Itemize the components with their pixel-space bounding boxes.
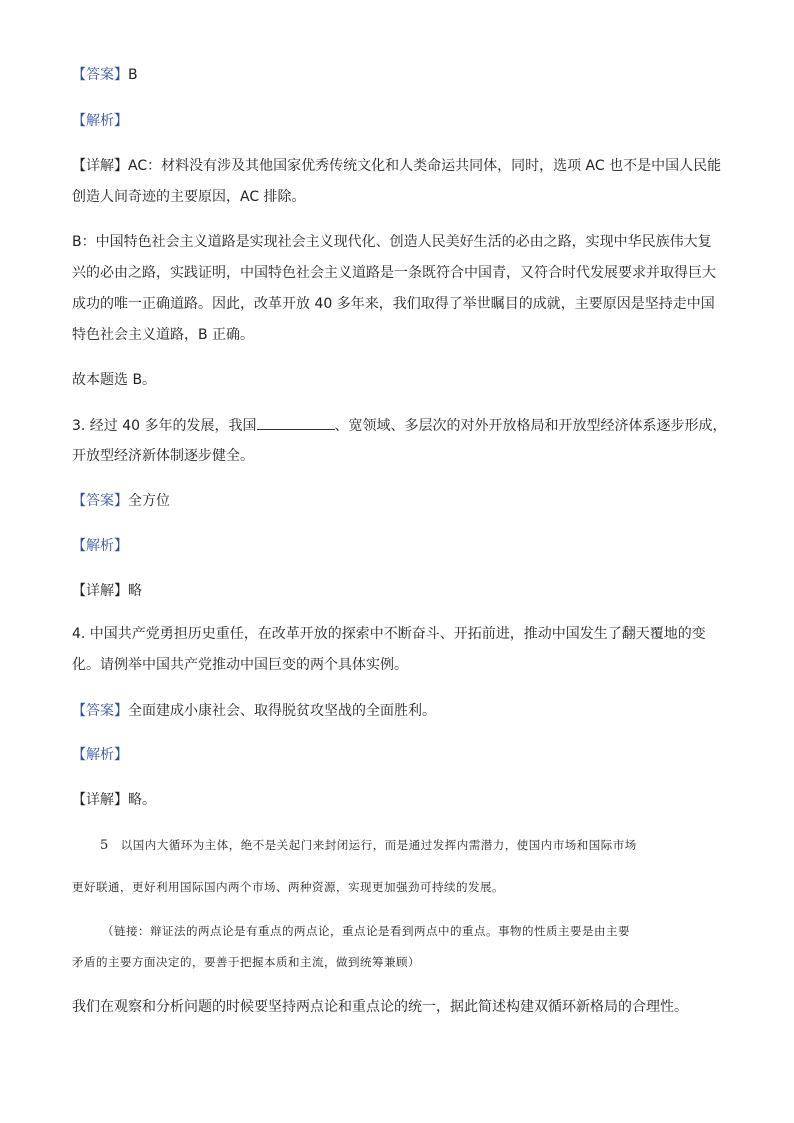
answer-text: 全方位 (128, 493, 170, 509)
detail-tag: 【详解】 (72, 792, 128, 808)
answer-tag: 【答案】 (72, 493, 128, 509)
q2-detail-line-2: 创造人间奇迹的主要原因，AC 排除。 (72, 189, 306, 205)
q5-material-text: 以国内大循环为主体，绝不是关起门来封闭运行，而是通过发挥内需潜力，使国内市场和国际市场 (120, 838, 637, 852)
q3-question-part1: 3. 经过 40 多年的发展，我国 (72, 418, 257, 434)
detail-text: 略。 (128, 792, 156, 808)
detail-text: 略 (128, 583, 142, 599)
detail-text: AC：材料没有涉及其他国家优秀传统文化和人类命运共同体，同时，选项 AC 也不是中国人民能 (128, 158, 722, 174)
fill-blank (257, 415, 335, 430)
q3-question-line-2: 开放型经济新体制逐步健全。 (72, 448, 254, 464)
q5-material-line-2: 更好联通，更好利用国际国内两个市场、两种资源，实现更加强劲可持续的发展。 (72, 880, 504, 894)
q2-b-line-4: 特色社会主义道路，B 正确。 (72, 327, 255, 343)
q5-number: 5 (100, 838, 109, 853)
answer-tag: 【答案】 (72, 703, 128, 719)
q4-analysis-line (72, 745, 128, 765)
q5-material-line-1 (100, 835, 637, 856)
q5-link-line-2: 矛盾的主要方面决定的，要善于把握本质和主流，做到统筹兼顾） (72, 955, 420, 969)
q3-detail-line (72, 581, 142, 601)
analysis-tag: 【解析】 (72, 538, 128, 554)
answer-text: B (128, 67, 138, 83)
detail-tag: 【详解】 (72, 583, 128, 599)
q3-question-part2: 、宽领域、多层次的对外开放格局和开放型经济体系逐步形成， (334, 418, 727, 434)
q4-question-line-1: 4. 中国共产党勇担历史重任，在改革开放的探索中不断奋斗、开拓前进，推动中国发生了翻天覆地的变 (72, 626, 706, 642)
q4-answer-line (72, 701, 436, 721)
q2-analysis-line (72, 111, 128, 131)
q5-question: 我们在观察和分析问题的时候要坚持两点论和重点论的统一，据此简述构建双循环新格局的合理性。 (72, 999, 688, 1015)
q2-answer-line (72, 65, 138, 85)
answer-text: 全面建成小康社会、取得脱贫攻坚战的全面胜利。 (128, 703, 436, 719)
q4-question-line-2: 化。请例举中国共产党推动中国巨变的两个具体实例。 (72, 657, 408, 673)
q3-analysis-line (72, 536, 128, 556)
analysis-tag: 【解析】 (72, 113, 128, 129)
q5-link-line-1: （链接：辩证法的两点论是有重点的两点论，重点论是看到两点中的重点。事物的性质主要是由主要 (102, 924, 630, 938)
q2-b-line-2: 兴的必由之路，实践证明，中国特色社会主义道路是一条既符合中国青，又符合时代发展要求并取得巨大 (72, 265, 716, 281)
detail-tag: 【详解】 (72, 158, 128, 174)
q4-detail-line (72, 790, 156, 810)
q2-b-line-3: 成功的唯一正确道路。因此，改革开放 40 多年来，我们取得了举世瞩目的成就，主要原因是坚持走中国 (72, 296, 715, 312)
answer-tag: 【答案】 (72, 67, 128, 83)
q2-conclusion: 故本题选 B。 (72, 372, 157, 388)
q3-answer-line (72, 491, 170, 511)
q2-b-line-1: B：中国特色社会主义道路是实现社会主义现代化、创造人民美好生活的必由之路，实现中华民族伟大复 (72, 234, 712, 250)
analysis-tag: 【解析】 (72, 747, 128, 763)
q2-detail-line-1 (72, 156, 721, 176)
q3-question-line-1 (72, 415, 727, 436)
